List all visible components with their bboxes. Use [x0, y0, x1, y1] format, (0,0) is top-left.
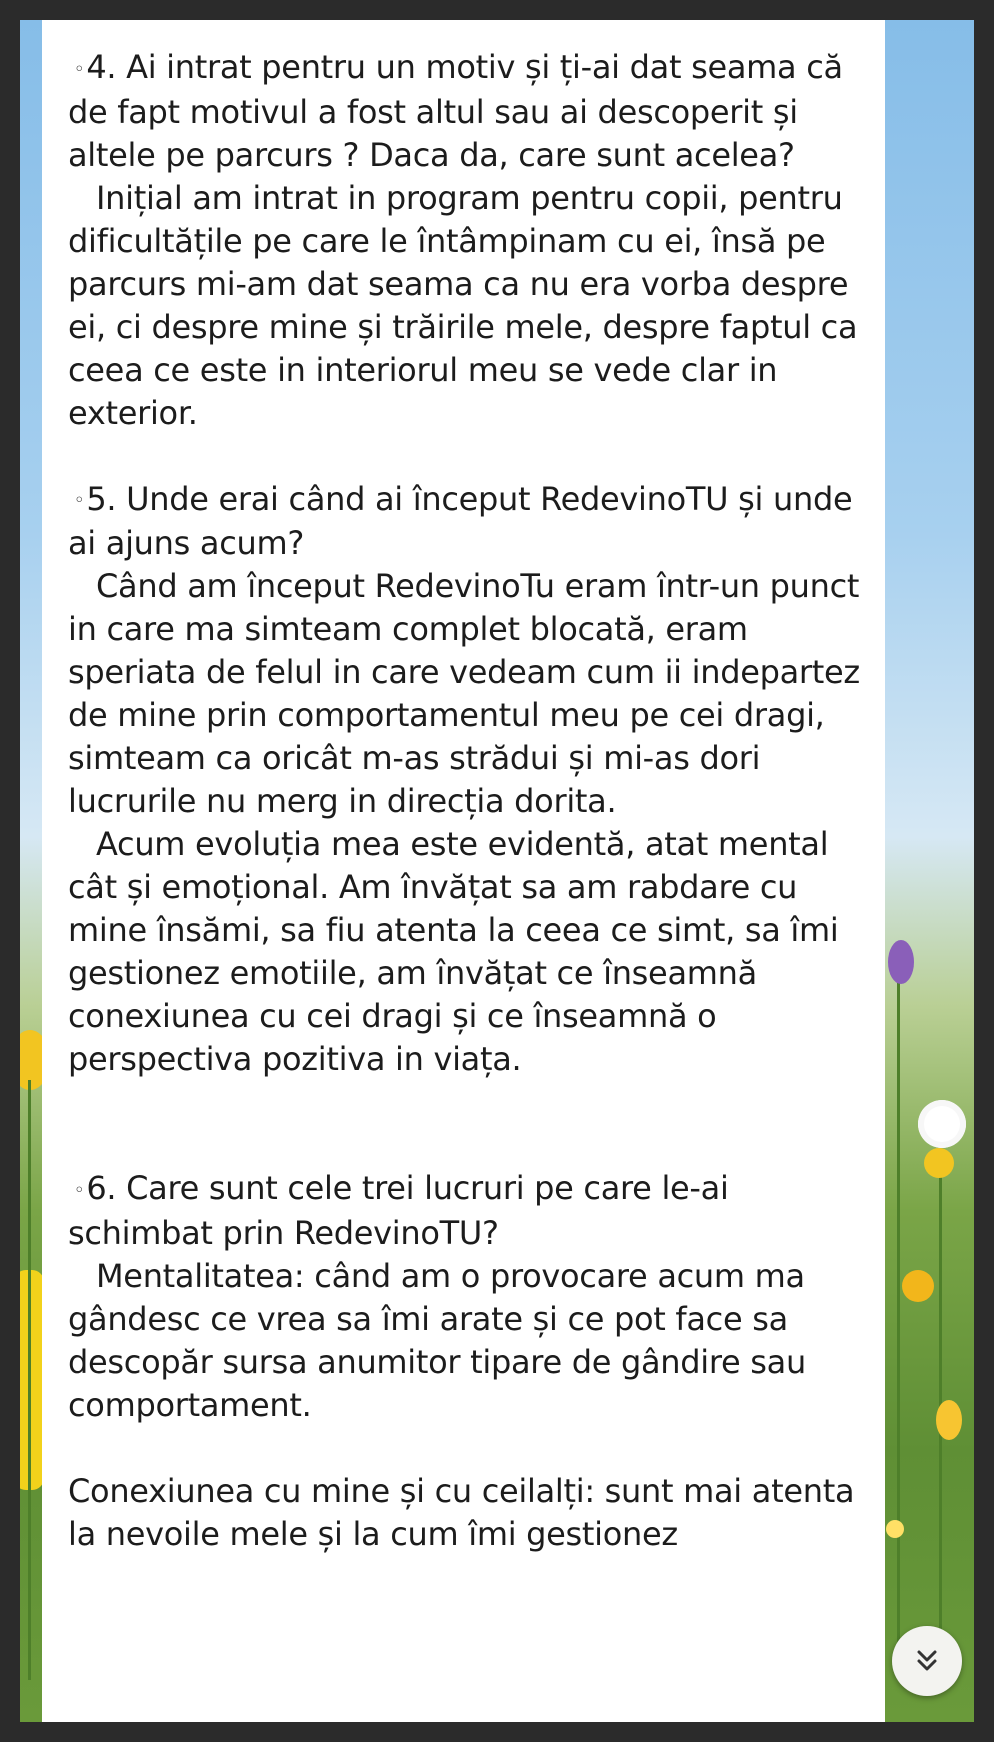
flower-decoration — [902, 1270, 934, 1302]
scroll-down-button[interactable] — [892, 1626, 962, 1696]
flower-stem — [28, 1080, 31, 1680]
flower-decoration — [888, 940, 914, 984]
answer-6-part-2: Conexiunea cu mine și cu ceilalți: sunt mai atenta la nevoile mele și la cum îmi gestionez — [68, 1471, 855, 1553]
answer-4: Inițial am intrat in program pentru copii, pentru dificultățile pe care le întâmpinam cu ei, însă pe parcurs mi-am dat seama ca nu era vorba despre ei, ci despre mine și trăirile mele, despre faptul ca ceea ce este in interiorul meu se vede clar in exterior. — [68, 178, 858, 432]
bullet-icon: ◦ — [74, 1179, 85, 1201]
flower-stem — [897, 980, 900, 1680]
answer-5-part-2: Acum evoluția mea este evidentă, atat mental cât și emoțional. Am învățat sa am rabdare cu mine însămi, sa fiu atenta la ceea ce simt, sa îmi gestionez emotiile, am învățat ce înseamnă conexiunea cu cei dragi și ce înseamnă o perspectiva pozitiva in viața. — [68, 825, 839, 1078]
question-4-text: 4. Ai intrat pentru un motiv și ți-ai dat seama că de fapt motivul a fost altul sau ai descoperit și altele pe parcurs ? Daca da, care sunt acelea? — [68, 48, 843, 174]
flower-decoration — [886, 1520, 904, 1538]
question-5-text: 5. Unde erai când ai început RedevinoTU și unde ai ajuns acum? — [68, 479, 853, 562]
answer-5-part-1: Când am început RedevinoTu eram într-un punct in care ma simteam complet blocată, eram speriata de felul in care vedeam cum ii indepartez de mine prin comportamentul meu pe cei dragi, simteam ca oricât m-as strădui și mi-as dori lucrurile nu merg in direcția dorita. — [68, 567, 860, 820]
text-panel — [42, 20, 885, 1722]
flower-decoration — [918, 1100, 966, 1148]
flower-decoration — [936, 1400, 962, 1440]
bullet-icon: ◦ — [74, 58, 85, 80]
question-6 — [68, 1167, 868, 1255]
question-4 — [68, 46, 868, 177]
flower-decoration — [924, 1148, 954, 1178]
answer-6-part-1: Mentalitatea: când am o provocare acum ma gândesc ce vrea sa îmi arate și ce pot face sa descopăr sursa anumitor tipare de gândire sau comportament. — [68, 1256, 806, 1424]
article-content — [68, 46, 868, 1556]
double-chevron-down-icon — [912, 1646, 942, 1676]
flower-decoration — [20, 1270, 44, 1490]
screenshot-frame — [20, 20, 974, 1722]
question-5 — [68, 478, 868, 566]
bullet-icon: ◦ — [74, 490, 85, 511]
question-6-text: 6. Care sunt cele trei lucruri pe care le-ai schimbat prin RedevinoTU? — [68, 1169, 729, 1252]
